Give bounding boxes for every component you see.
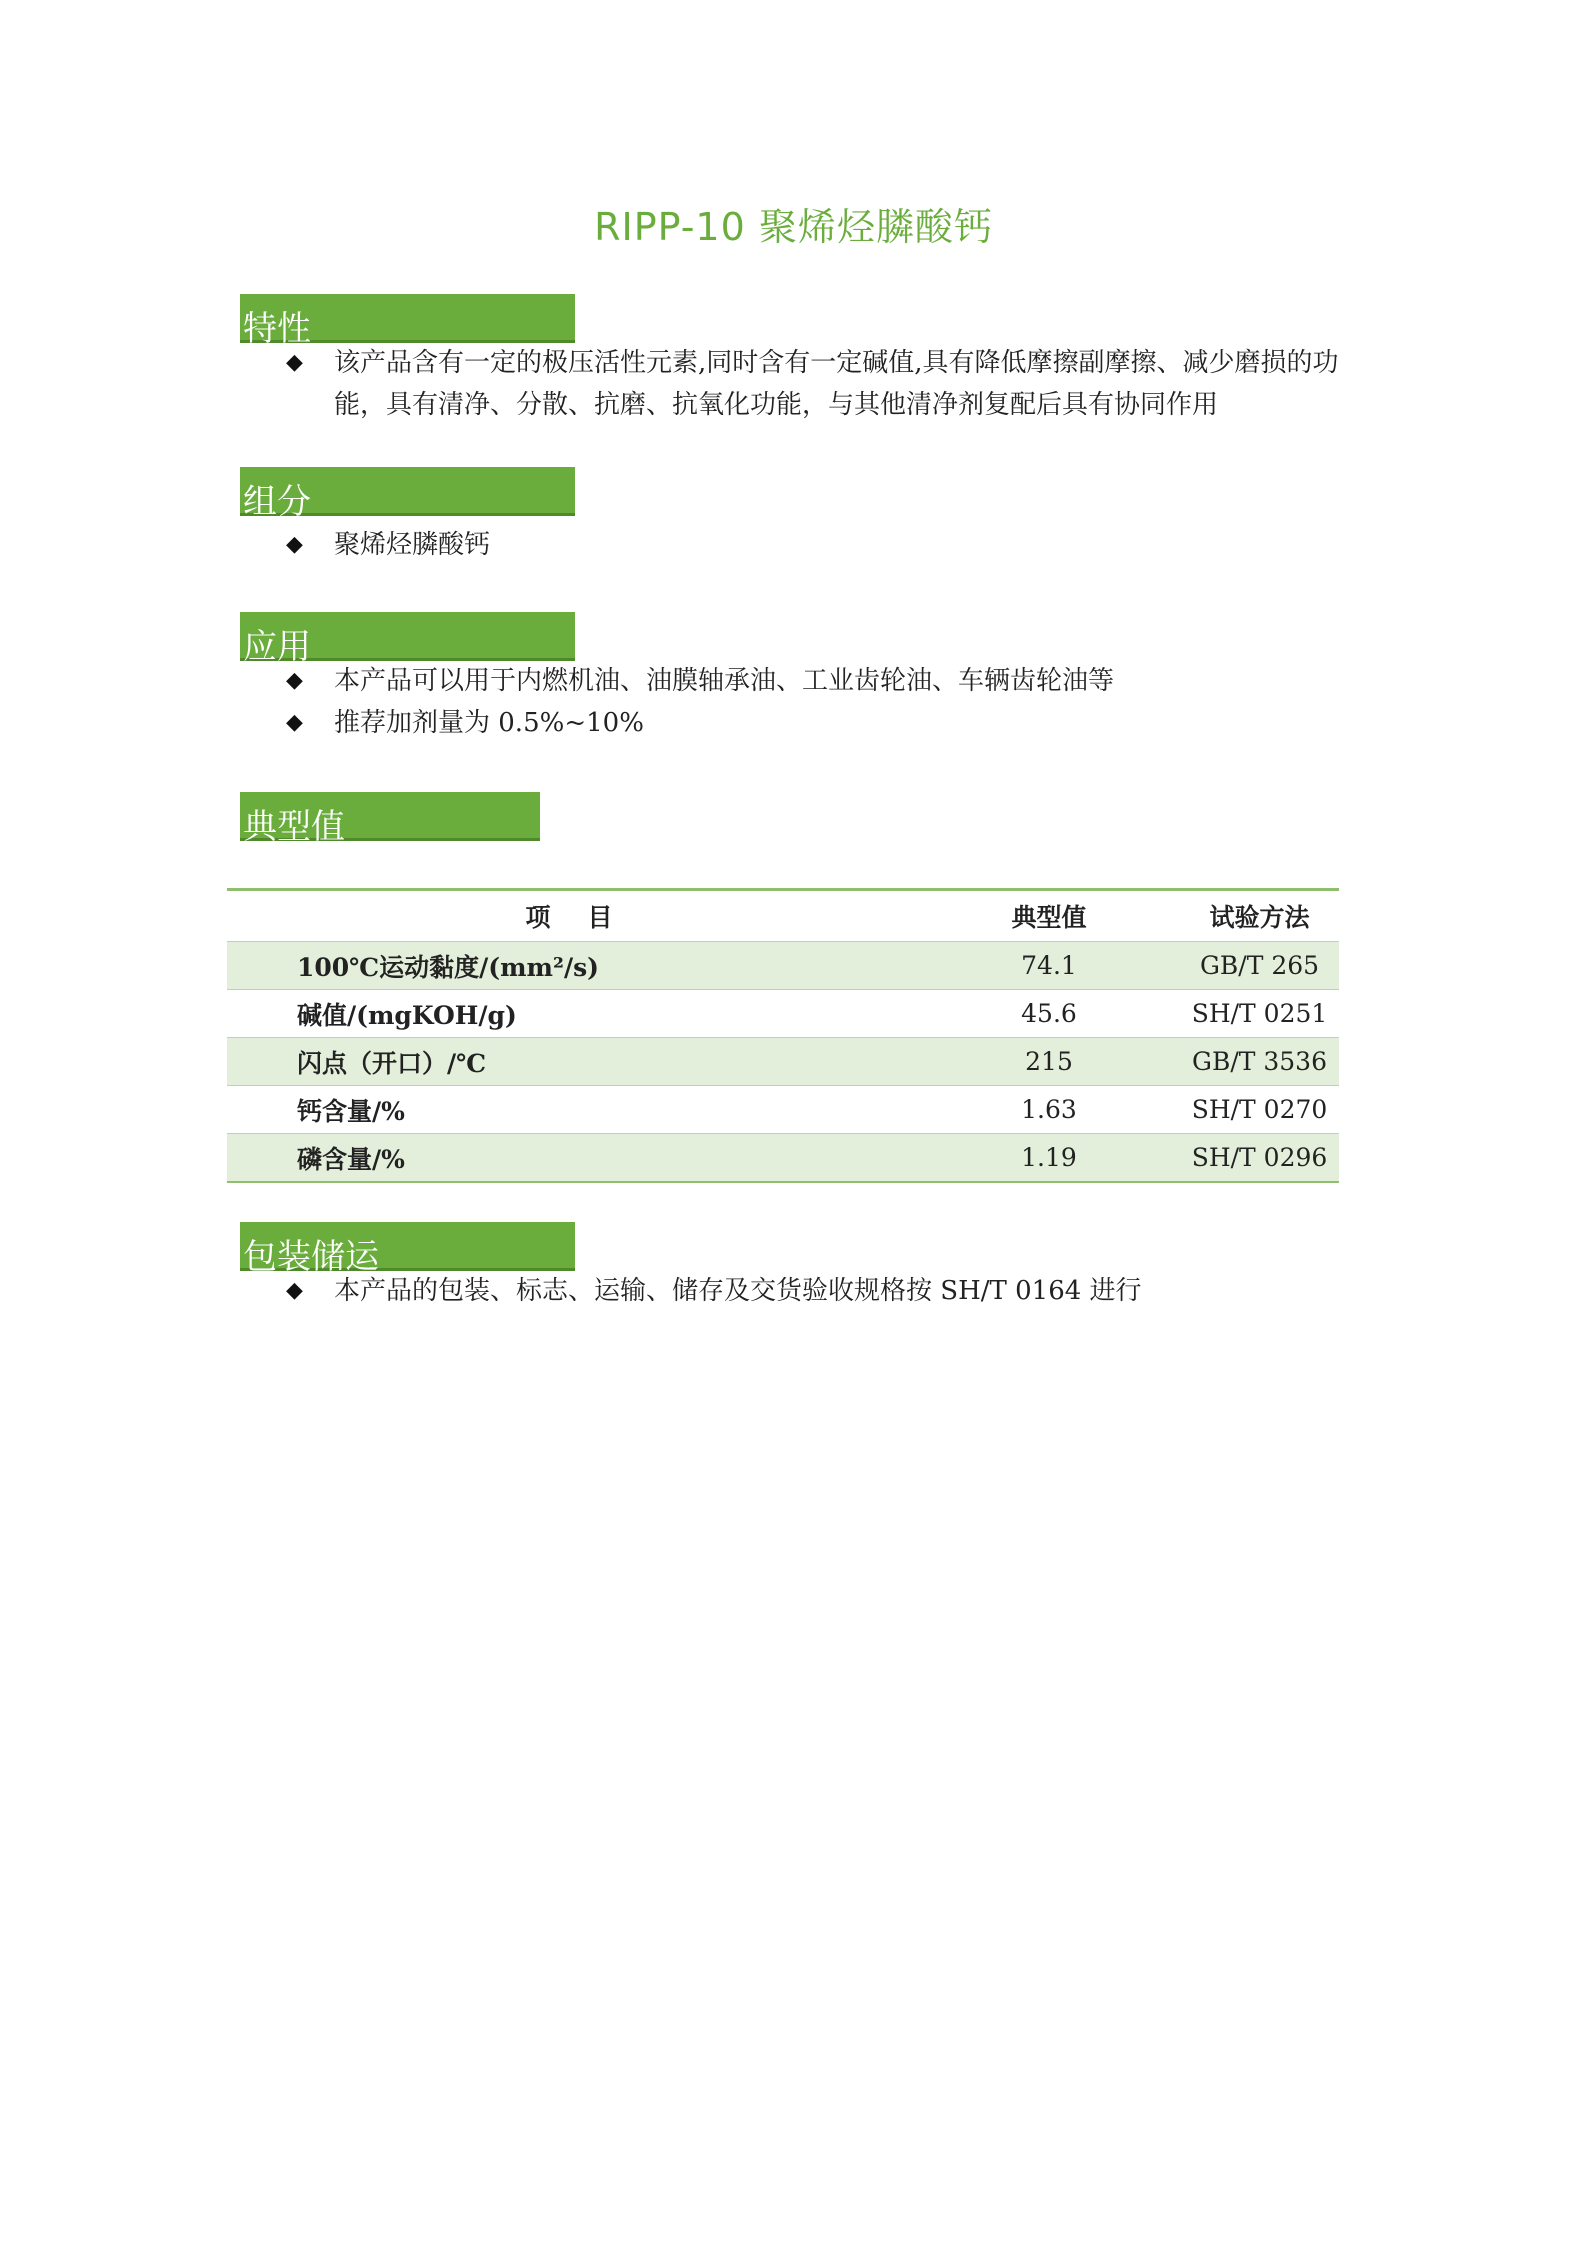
diamond-icon: ◆ <box>286 710 303 735</box>
list-item <box>280 660 1370 702</box>
composition-list <box>280 524 1370 566</box>
section-heading-features <box>240 294 575 349</box>
row-value: 45.6 <box>918 990 1180 1038</box>
row-value: 1.19 <box>918 1134 1180 1183</box>
list-item-text: 推荐加剂量为 0.5%~10% <box>334 708 644 738</box>
row-name: 磷含量/% <box>227 1134 918 1183</box>
section-heading-composition <box>240 467 575 522</box>
section-heading-packaging-label: 包装储运 <box>243 1237 379 1277</box>
application-list <box>280 660 1370 744</box>
list-item <box>280 702 1370 744</box>
row-value: 1.63 <box>918 1086 1180 1134</box>
section-heading-typical <box>240 792 540 847</box>
row-name: 钙含量/% <box>227 1086 918 1134</box>
row-name: 闪点（开口）/℃ <box>227 1038 918 1086</box>
table-header-row <box>227 890 1339 942</box>
list-item <box>280 342 1370 426</box>
diamond-icon: ◆ <box>286 350 303 375</box>
row-method: GB/T 3536 <box>1180 1038 1339 1086</box>
row-name: 100℃运动黏度/(mm²/s) <box>227 942 918 990</box>
list-item-text: 该产品含有一定的极压活性元素,同时含有一定碱值,具有降低摩擦副摩擦、减少磨损的功能，具有清净、分散、抗磨、抗氧化功能，与其他清净剂复配后具有协同作用 <box>334 348 1339 420</box>
list-item-text: 本产品可以用于内燃机油、油膜轴承油、工业齿轮油、车辆齿轮油等 <box>334 666 1115 696</box>
document-title: RIPP-10 聚烯烃膦酸钙 <box>594 205 993 249</box>
table-row <box>227 990 1339 1038</box>
diamond-icon: ◆ <box>286 668 303 693</box>
packaging-list <box>280 1270 1370 1312</box>
header-test-method: 试验方法 <box>1209 903 1310 932</box>
row-method: SH/T 0251 <box>1180 990 1339 1038</box>
list-item <box>280 1270 1370 1312</box>
section-heading-application <box>240 612 575 667</box>
row-name: 碱值/(mgKOH/g) <box>227 990 918 1038</box>
table-row <box>227 942 1339 990</box>
table-row <box>227 1134 1339 1183</box>
list-item <box>280 524 1370 566</box>
section-heading-packaging <box>240 1222 575 1277</box>
header-item: 项 目 <box>525 903 619 932</box>
row-value: 215 <box>918 1038 1180 1086</box>
list-item-text: 本产品的包装、标志、运输、储存及交货验收规格按 SH/T 0164 进行 <box>334 1276 1142 1306</box>
features-list <box>280 342 1370 426</box>
typical-values-table <box>227 888 1339 1183</box>
diamond-icon: ◆ <box>286 532 303 557</box>
section-heading-composition-label: 组分 <box>243 482 311 522</box>
row-method: GB/T 265 <box>1180 942 1339 990</box>
section-heading-features-label: 特性 <box>243 309 311 349</box>
row-method: SH/T 0270 <box>1180 1086 1339 1134</box>
table-row <box>227 1086 1339 1134</box>
header-typical-value: 典型值 <box>1011 903 1087 932</box>
list-item-text: 聚烯烃膦酸钙 <box>334 530 491 560</box>
table-row <box>227 1038 1339 1086</box>
row-method: SH/T 0296 <box>1180 1134 1339 1183</box>
diamond-icon: ◆ <box>286 1278 303 1303</box>
row-value: 74.1 <box>918 942 1180 990</box>
section-heading-application-label: 应用 <box>243 627 311 667</box>
section-heading-typical-label: 典型值 <box>243 807 345 847</box>
